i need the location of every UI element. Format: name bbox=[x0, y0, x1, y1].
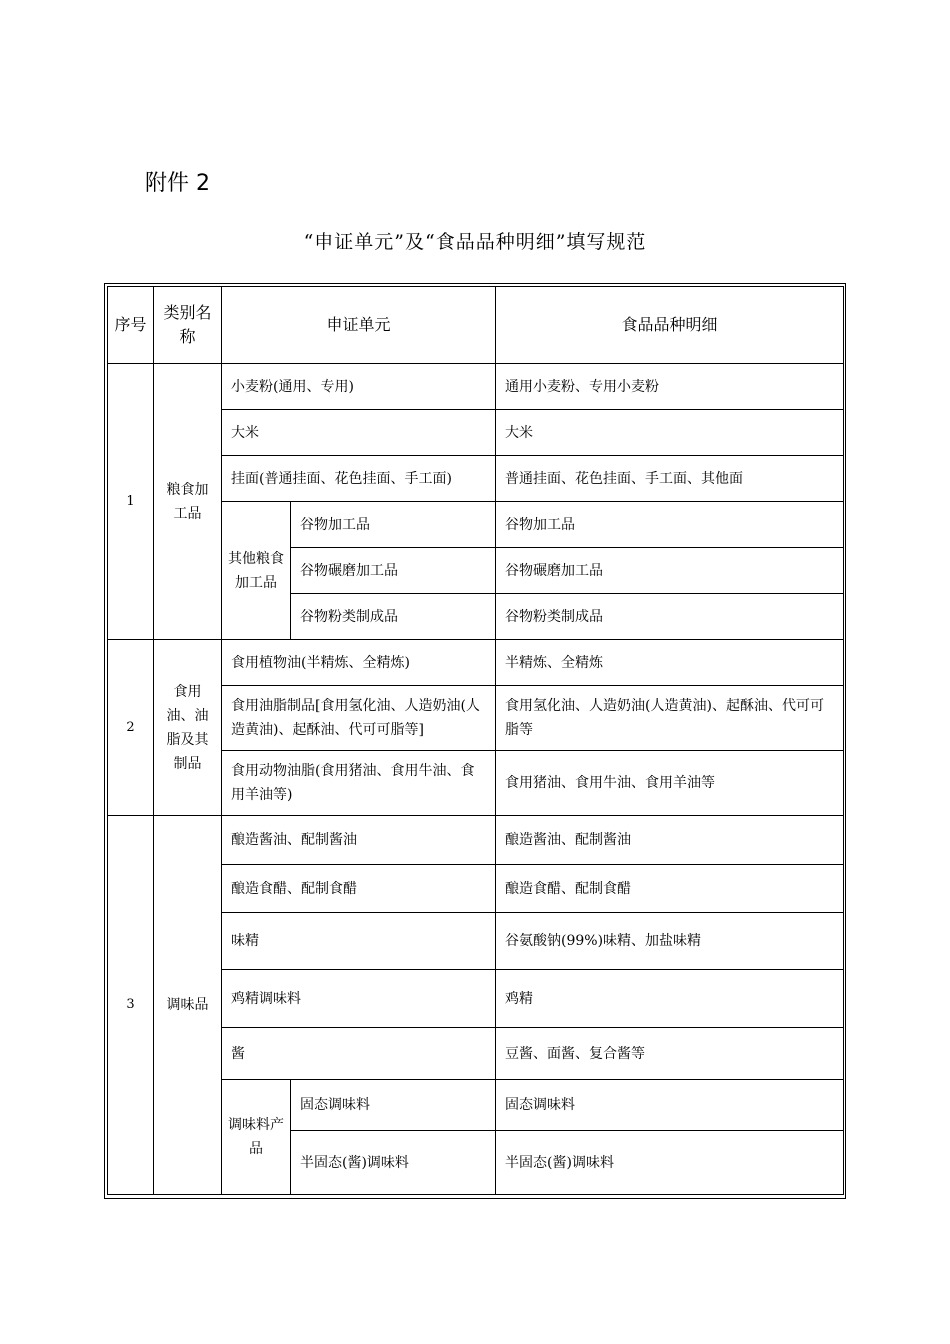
table-row bbox=[108, 816, 844, 865]
detail-cell: 大米 bbox=[496, 410, 844, 456]
detail-cell: 固态调味料 bbox=[496, 1080, 844, 1131]
unit-cell: 酱 bbox=[222, 1028, 496, 1080]
detail-cell: 食用猪油、食用牛油、食用羊油等 bbox=[496, 751, 844, 816]
unit-cell: 食用动物油脂(食用猪油、食用牛油、食用羊油等) bbox=[222, 751, 496, 816]
detail-cell: 半精炼、全精炼 bbox=[496, 640, 844, 686]
unit-cell: 酿造酱油、配制酱油 bbox=[222, 816, 496, 865]
document-title: “申证单元”及“食品品种明细”填写规范 bbox=[303, 231, 647, 253]
detail-cell: 酿造食醋、配制食醋 bbox=[496, 865, 844, 913]
detail-cell: 通用小麦粉、专用小麦粉 bbox=[496, 364, 844, 410]
seq-cell: 2 bbox=[108, 640, 154, 816]
unit-cell: 小麦粉(通用、专用) bbox=[222, 364, 496, 410]
unit-cell: 挂面(普通挂面、花色挂面、手工面) bbox=[222, 456, 496, 502]
unit-cell: 食用油脂制品[食用氢化油、人造奶油(人造黄油)、起酥油、代可可脂等] bbox=[222, 686, 496, 751]
unit-cell: 鸡精调味料 bbox=[222, 970, 496, 1028]
seq-cell: 3 bbox=[108, 816, 154, 1195]
unit-cell: 味精 bbox=[222, 913, 496, 970]
subgroup-label-cell: 调味料产品 bbox=[222, 1080, 291, 1195]
subunit-cell: 谷物碾磨加工品 bbox=[291, 548, 496, 594]
detail-cell: 食用氢化油、人造奶油(人造黄油)、起酥油、代可可脂等 bbox=[496, 686, 844, 751]
seq-cell: 1 bbox=[108, 364, 154, 640]
table-row bbox=[108, 364, 844, 410]
detail-cell: 普通挂面、花色挂面、手工面、其他面 bbox=[496, 456, 844, 502]
header-row bbox=[108, 287, 844, 364]
detail-cell: 谷物加工品 bbox=[496, 502, 844, 548]
unit-cell: 食用植物油(半精炼、全精炼) bbox=[222, 640, 496, 686]
detail-cell: 谷物粉类制成品 bbox=[496, 594, 844, 640]
header-seq: 序号 bbox=[108, 287, 154, 364]
spec-table bbox=[107, 286, 844, 1195]
detail-cell: 谷物碾磨加工品 bbox=[496, 548, 844, 594]
detail-cell: 酿造酱油、配制酱油 bbox=[496, 816, 844, 865]
subunit-cell: 谷物加工品 bbox=[291, 502, 496, 548]
header-category: 类别名称 bbox=[154, 287, 222, 364]
unit-cell: 酿造食醋、配制食醋 bbox=[222, 865, 496, 913]
subgroup-label-cell: 其他粮食加工品 bbox=[222, 502, 291, 640]
category-cell: 粮食加工品 bbox=[154, 364, 222, 640]
table-row bbox=[108, 640, 844, 686]
subunit-cell: 谷物粉类制成品 bbox=[291, 594, 496, 640]
detail-cell: 豆酱、面酱、复合酱等 bbox=[496, 1028, 844, 1080]
category-cell: 调味品 bbox=[154, 816, 222, 1195]
detail-cell: 鸡精 bbox=[496, 970, 844, 1028]
subunit-cell: 固态调味料 bbox=[291, 1080, 496, 1131]
header-detail: 食品品种明细 bbox=[496, 287, 844, 364]
unit-cell: 大米 bbox=[222, 410, 496, 456]
attachment-label: 附件 2 bbox=[145, 171, 210, 196]
detail-cell: 谷氨酸钠(99%)味精、加盐味精 bbox=[496, 913, 844, 970]
category-cell: 食用油、油脂及其制品 bbox=[154, 640, 222, 816]
detail-cell: 半固态(酱)调味料 bbox=[496, 1131, 844, 1195]
header-unit: 申证单元 bbox=[222, 287, 496, 364]
subunit-cell: 半固态(酱)调味料 bbox=[291, 1131, 496, 1195]
